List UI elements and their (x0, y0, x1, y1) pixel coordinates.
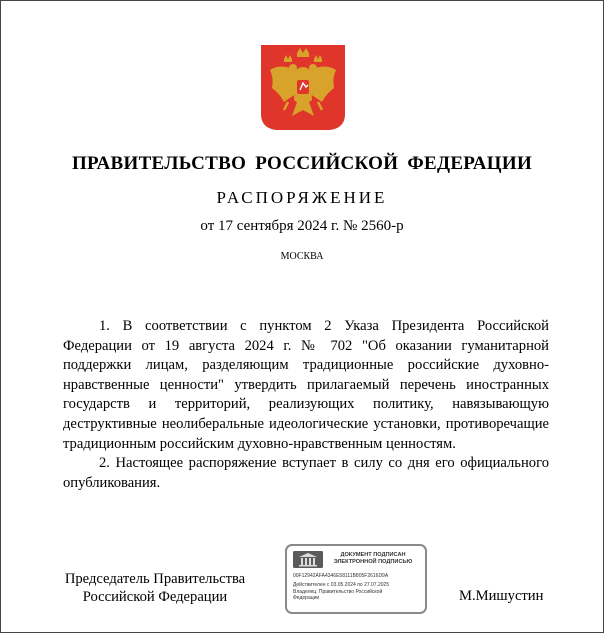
building-icon (293, 551, 323, 568)
stamp-validity: Действителен с 03.05.2024 по 27.07.2025 (293, 582, 390, 588)
signer-name: М.Мишустин (459, 588, 544, 604)
stamp-heading-line-2: ЭЛЕКТРОННОЙ ПОДПИСЬЮ (333, 559, 413, 565)
stamp-owner-line-2: Федерации (293, 595, 320, 601)
signer-position (55, 570, 255, 606)
document-body (63, 317, 549, 493)
paragraph-1: 1. В соответствии с пунктом 2 Указа Президента Российской Федерации от 19 августа 2024 г. № 702 "Об оказании гуманитарной поддержки лицам, разделяющим традиционные российские духовно-нравственные ценности" утвердить прилагаемый перечень иностранных государств и территорий, реализующих политику, навязывающую деструктивные неолиберальные идеологические установки, противоречащие традиционным российским духовно-нравственным ценностям. (63, 318, 549, 452)
document-type: РАСПОРЯЖЕНИЕ (216, 188, 388, 207)
document-city: МОСКВА (280, 251, 324, 262)
stamp-certificate: 00F12942AFA4346E58111B805F2616D9A (293, 573, 389, 579)
signer-position-line-2: Российской Федерации (82, 589, 228, 605)
stamp-heading (325, 552, 421, 566)
stamp-owner: Владелец: Правительство Российской (293, 589, 383, 595)
paragraph-2: 2. Настоящее распоряжение вступает в силу со дня его официального опубликования. (63, 455, 549, 491)
document-date-number: от 17 сентября 2024 г. № 2560-р (200, 218, 404, 234)
signer-position-line-1: Председатель Правительства (64, 571, 246, 587)
stamp-heading-line-1: ДОКУМЕНТ ПОДПИСАН (340, 552, 406, 558)
coat-of-arms-emblem (260, 44, 346, 132)
electronic-signature-stamp (285, 544, 427, 614)
government-title: ПРАВИТЕЛЬСТВО РОССИЙСКОЙ ФЕДЕРАЦИИ (71, 153, 533, 174)
